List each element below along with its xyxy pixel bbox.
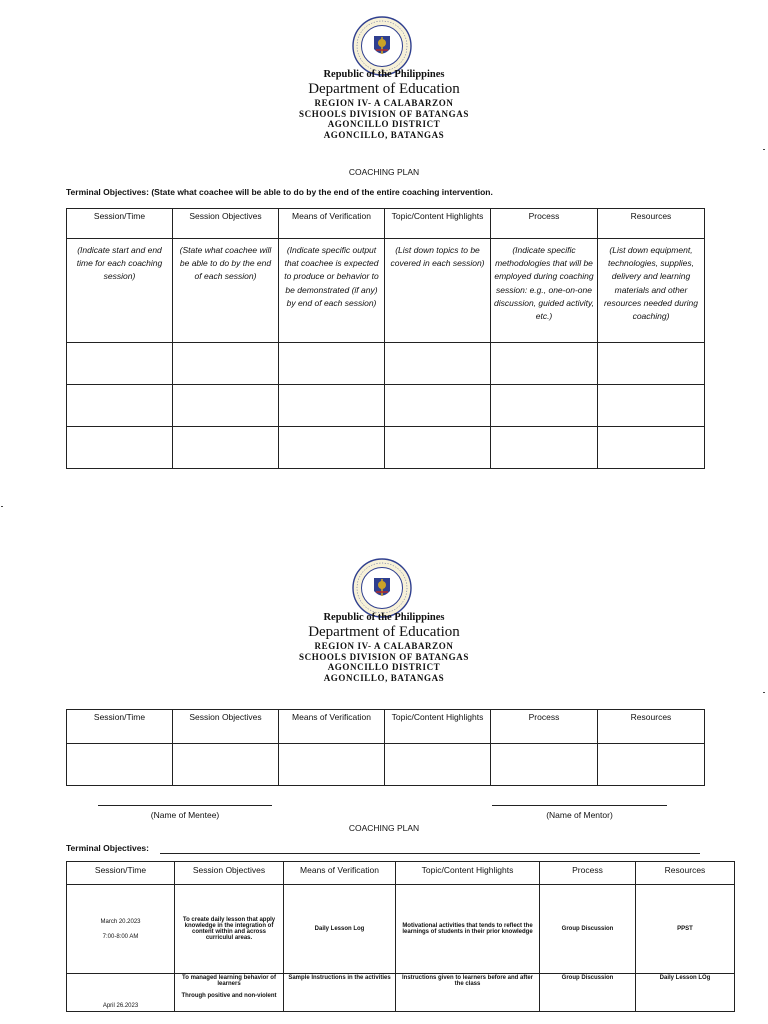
region-text: REGION IV- A CALABARZON bbox=[314, 641, 454, 651]
table-row bbox=[67, 343, 705, 385]
coaching-plan-title: COACHING PLAN bbox=[348, 167, 420, 177]
resources-cell: PPST bbox=[636, 885, 735, 974]
column-header: Topic/Content Highlights bbox=[396, 862, 540, 885]
column-header: Session/Time bbox=[67, 209, 173, 239]
terminal-objectives-line bbox=[160, 853, 700, 854]
hint-cell: (Indicate start and end time for each coaching session) bbox=[67, 239, 173, 343]
coaching-plan-table bbox=[66, 208, 705, 469]
topic-cell: Motivational activities that tends to reflect the learnings of students in their prior knowledge bbox=[396, 885, 540, 974]
empty-cell bbox=[491, 427, 598, 469]
empty-cell bbox=[67, 385, 173, 427]
hint-cell: (List down equipment, technologies, supplies, delivery and learning materials and other resources needed during coaching) bbox=[598, 239, 705, 343]
column-header: Session/Time bbox=[67, 710, 173, 744]
district-text: AGONCILLO DISTRICT bbox=[327, 662, 441, 672]
empty-cell bbox=[385, 744, 491, 786]
column-header: Topic/Content Highlights bbox=[385, 209, 491, 239]
session-time-cell bbox=[67, 885, 175, 974]
margin-mark bbox=[763, 149, 765, 150]
empty-cell bbox=[491, 744, 598, 786]
column-header: Process bbox=[491, 710, 598, 744]
column-header: Resources bbox=[636, 862, 735, 885]
hint-cell: (State what coachee will be able to do by the end of each session) bbox=[173, 239, 279, 343]
location-text: AGONCILLO, BATANGAS bbox=[323, 129, 445, 140]
column-header: Session/Time bbox=[67, 862, 175, 885]
empty-cell bbox=[385, 385, 491, 427]
session-date: April 26.2023 bbox=[67, 974, 175, 1012]
column-header: Means of Verification bbox=[284, 862, 396, 885]
empty-cell bbox=[279, 385, 385, 427]
deped-seal-icon bbox=[352, 558, 412, 618]
empty-cell bbox=[491, 343, 598, 385]
column-header: Means of Verification bbox=[279, 710, 385, 744]
region-text: REGION IV- A CALABARZON bbox=[314, 98, 454, 108]
objective-text-continued: Through positive and non-violent bbox=[181, 993, 277, 999]
empty-cell bbox=[173, 343, 279, 385]
table-header-row bbox=[67, 862, 735, 885]
mentee-signature-line bbox=[98, 805, 272, 806]
process-cell: Group Discussion bbox=[540, 885, 636, 974]
deped-seal-icon bbox=[352, 16, 412, 76]
terminal-objectives-label: Terminal Objectives: bbox=[66, 843, 149, 853]
column-header: Resources bbox=[598, 209, 705, 239]
location-text: AGONCILLO, BATANGAS bbox=[323, 672, 445, 683]
empty-cell bbox=[279, 343, 385, 385]
resources-cell: Daily Lesson LOg bbox=[636, 974, 735, 1012]
hint-cell: (Indicate specific methodologies that will be employed during coaching session: e.g., one-on-one discussion, guided activity, etc.) bbox=[491, 239, 598, 343]
table-row bbox=[67, 974, 735, 1012]
table-row bbox=[67, 744, 705, 786]
republic-text: Republic of the Philippines bbox=[323, 69, 445, 80]
empty-cell bbox=[598, 343, 705, 385]
column-header: Process bbox=[540, 862, 636, 885]
letterhead bbox=[0, 69, 768, 140]
column-header: Session Objectives bbox=[173, 209, 279, 239]
letterhead bbox=[0, 612, 768, 683]
empty-cell bbox=[598, 427, 705, 469]
objective-cell: To create daily lesson that apply knowledge in the integration of content within and across curriculul areas. bbox=[175, 885, 284, 974]
column-header: Process bbox=[491, 209, 598, 239]
division-text: SCHOOLS DIVISION OF BATANGAS bbox=[299, 108, 469, 119]
empty-cell bbox=[598, 744, 705, 786]
coaching-plan-table-blank bbox=[66, 709, 705, 786]
empty-cell bbox=[385, 427, 491, 469]
empty-cell bbox=[279, 744, 385, 786]
table-hint-row bbox=[67, 239, 705, 343]
verification-cell: Daily Lesson Log bbox=[284, 885, 396, 974]
table-header-row bbox=[67, 209, 705, 239]
empty-cell bbox=[279, 427, 385, 469]
department-title: Department of Education bbox=[308, 81, 460, 97]
topic-cell: Instructions given to learners before and after the class bbox=[396, 974, 540, 1012]
verification-cell: Sample Instructions in the activities bbox=[284, 974, 396, 1012]
empty-cell bbox=[67, 744, 173, 786]
hint-cell: (List down topics to be covered in each session) bbox=[385, 239, 491, 343]
empty-cell bbox=[173, 427, 279, 469]
session-time: 7:00-8:00 AM bbox=[102, 933, 139, 940]
margin-mark bbox=[1, 506, 3, 507]
table-header-row bbox=[67, 710, 705, 744]
column-header: Resources bbox=[598, 710, 705, 744]
session-date: March 20.2023 bbox=[100, 918, 141, 925]
mentor-signature-line bbox=[492, 805, 667, 806]
column-header: Topic/Content Highlights bbox=[385, 710, 491, 744]
terminal-objectives: Terminal Objectives: (State what coachee will be able to do by the end of the entire coaching intervention. bbox=[66, 187, 493, 197]
column-header: Session Objectives bbox=[173, 710, 279, 744]
mentee-label: (Name of Mentee) bbox=[150, 810, 220, 820]
table-row bbox=[67, 427, 705, 469]
margin-mark bbox=[763, 692, 765, 693]
process-cell: Group Discussion bbox=[540, 974, 636, 1012]
table-row bbox=[67, 885, 735, 974]
column-header: Means of Verification bbox=[279, 209, 385, 239]
hint-cell: (Indicate specific output that coachee is expected to produce or behavior to be demonstrated (if any) by end of each session) bbox=[279, 239, 385, 343]
empty-cell bbox=[491, 385, 598, 427]
empty-cell bbox=[67, 343, 173, 385]
empty-cell bbox=[67, 427, 173, 469]
coaching-plan-filled-table bbox=[66, 861, 735, 1012]
empty-cell bbox=[385, 343, 491, 385]
table-row bbox=[67, 385, 705, 427]
column-header: Session Objectives bbox=[175, 862, 284, 885]
coaching-plan-title: COACHING PLAN bbox=[348, 823, 420, 833]
mentor-label: (Name of Mentor) bbox=[546, 810, 613, 820]
empty-cell bbox=[173, 385, 279, 427]
district-text: AGONCILLO DISTRICT bbox=[327, 119, 441, 129]
empty-cell bbox=[598, 385, 705, 427]
objective-cell bbox=[175, 974, 284, 1012]
objective-text: To managed learning behavior of learners bbox=[182, 975, 276, 987]
republic-text: Republic of the Philippines bbox=[323, 612, 445, 623]
division-text: SCHOOLS DIVISION OF BATANGAS bbox=[299, 651, 469, 662]
empty-cell bbox=[173, 744, 279, 786]
department-title: Department of Education bbox=[308, 624, 460, 640]
